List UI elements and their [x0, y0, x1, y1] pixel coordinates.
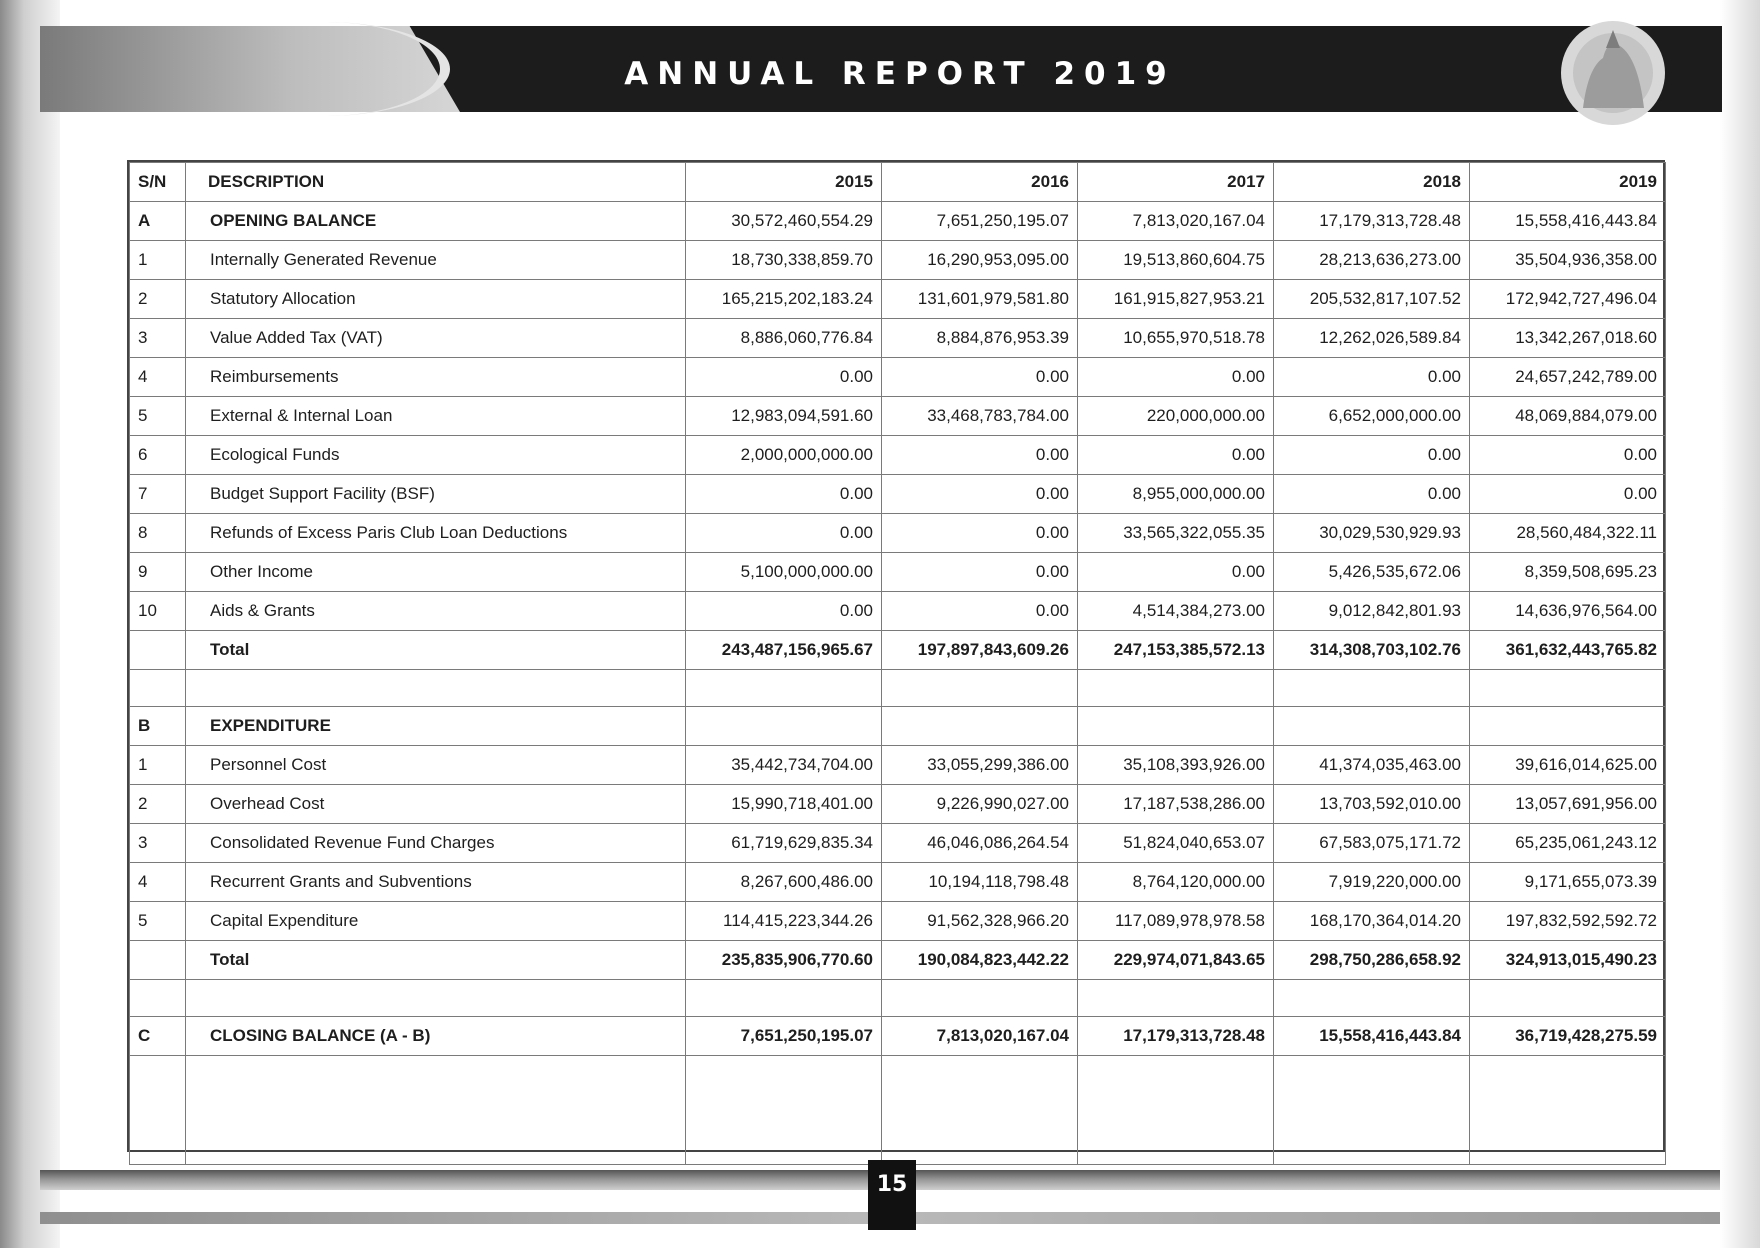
table-cell-description: Overhead Cost — [186, 785, 686, 824]
table-cell-description: Recurrent Grants and Subventions — [186, 863, 686, 902]
table-row — [130, 824, 1666, 863]
table-cell-value: 0.00 — [686, 592, 882, 631]
table-cell-value: 229,974,071,843.65 — [1078, 941, 1274, 980]
table-cell-sn: 5 — [130, 902, 186, 941]
table-cell-value: 0.00 — [882, 592, 1078, 631]
column-header-2018: 2018 — [1274, 163, 1470, 202]
table-row — [130, 514, 1666, 553]
table-row — [130, 358, 1666, 397]
expenditure-header-row — [130, 707, 1666, 746]
table-cell-value: 15,558,416,443.84 — [1274, 1017, 1470, 1056]
revenue-total-row — [130, 631, 1666, 670]
table-cell-value: 39,616,014,625.00 — [1470, 746, 1666, 785]
table-cell-value: 324,913,015,490.23 — [1470, 941, 1666, 980]
table-cell-value: 205,532,817,107.52 — [1274, 280, 1470, 319]
table-cell-sn: 4 — [130, 863, 186, 902]
financial-summary-table — [129, 162, 1666, 1165]
opening-balance-row — [130, 202, 1666, 241]
table-cell-value: 0.00 — [1078, 553, 1274, 592]
table-cell-description: Ecological Funds — [186, 436, 686, 475]
table-cell-description: Internally Generated Revenue — [186, 241, 686, 280]
table-cell-sn: 10 — [130, 592, 186, 631]
table-cell-value: 9,171,655,073.39 — [1470, 863, 1666, 902]
column-header-sn: S/N — [130, 163, 186, 202]
table-cell-value: 0.00 — [882, 553, 1078, 592]
table-row — [130, 592, 1666, 631]
table-cell-description: Total — [186, 941, 686, 980]
table-cell-value: 65,235,061,243.12 — [1470, 824, 1666, 863]
table-cell-value: 5,426,535,672.06 — [1274, 553, 1470, 592]
table-cell-value: 8,955,000,000.00 — [1078, 475, 1274, 514]
table-cell-description: Budget Support Facility (BSF) — [186, 475, 686, 514]
table-row — [130, 863, 1666, 902]
table-cell-value: 131,601,979,581.80 — [882, 280, 1078, 319]
table-cell-value: 197,832,592,592.72 — [1470, 902, 1666, 941]
table-cell-value: 14,636,976,564.00 — [1470, 592, 1666, 631]
table-cell-sn: 7 — [130, 475, 186, 514]
table-cell-sn: C — [130, 1017, 186, 1056]
table-cell-value: 0.00 — [1274, 436, 1470, 475]
table-cell-value: 35,442,734,704.00 — [686, 746, 882, 785]
table-cell-value: 5,100,000,000.00 — [686, 553, 882, 592]
table-cell-value: 247,153,385,572.13 — [1078, 631, 1274, 670]
table-cell-sn: 2 — [130, 785, 186, 824]
table-cell-value: 8,267,600,486.00 — [686, 863, 882, 902]
table-cell-value: 0.00 — [1078, 436, 1274, 475]
table-cell-value: 9,012,842,801.93 — [1274, 592, 1470, 631]
table-cell-value: 13,342,267,018.60 — [1470, 319, 1666, 358]
table-cell-value: 8,884,876,953.39 — [882, 319, 1078, 358]
table-cell-sn: 8 — [130, 514, 186, 553]
table-row — [130, 785, 1666, 824]
table-cell-value: 7,813,020,167.04 — [1078, 202, 1274, 241]
report-title: ANNUAL REPORT 2019 — [624, 56, 1176, 92]
table-cell-value: 13,057,691,956.00 — [1470, 785, 1666, 824]
spacer-row — [130, 670, 1666, 707]
table-cell-value: 33,565,322,055.35 — [1078, 514, 1274, 553]
column-header-description: DESCRIPTION — [186, 163, 686, 202]
table-cell-value: 18,730,338,859.70 — [686, 241, 882, 280]
table-cell-description: Personnel Cost — [186, 746, 686, 785]
table-cell-value: 33,055,299,386.00 — [882, 746, 1078, 785]
table-cell-description: EXPENDITURE — [186, 707, 686, 746]
table-cell-sn: B — [130, 707, 186, 746]
table-cell-value: 220,000,000.00 — [1078, 397, 1274, 436]
table-cell-value: 30,029,530,929.93 — [1274, 514, 1470, 553]
table-cell-sn: 9 — [130, 553, 186, 592]
state-emblem-icon — [1548, 18, 1678, 128]
table-cell-value: 4,514,384,273.00 — [1078, 592, 1274, 631]
table-cell-sn: 2 — [130, 280, 186, 319]
table-cell-value: 114,415,223,344.26 — [686, 902, 882, 941]
table-cell-value: 0.00 — [882, 436, 1078, 475]
table-cell-value: 235,835,906,770.60 — [686, 941, 882, 980]
table-cell-value: 6,652,000,000.00 — [1274, 397, 1470, 436]
table-cell-value: 28,213,636,273.00 — [1274, 241, 1470, 280]
financial-summary-table-frame — [127, 160, 1665, 1152]
table-row — [130, 902, 1666, 941]
table-row — [130, 319, 1666, 358]
table-cell-value: 10,655,970,518.78 — [1078, 319, 1274, 358]
table-cell-sn — [130, 941, 186, 980]
table-cell-value: 7,813,020,167.04 — [882, 1017, 1078, 1056]
table-cell-sn: 3 — [130, 319, 186, 358]
table-cell-value: 51,824,040,653.07 — [1078, 824, 1274, 863]
table-cell-value: 46,046,086,264.54 — [882, 824, 1078, 863]
empty-filler-row — [130, 1056, 1666, 1165]
table-cell-value: 13,703,592,010.00 — [1274, 785, 1470, 824]
table-cell-value: 0.00 — [686, 514, 882, 553]
table-cell-description: Value Added Tax (VAT) — [186, 319, 686, 358]
table-cell-sn: 6 — [130, 436, 186, 475]
table-row — [130, 397, 1666, 436]
table-cell-value: 197,897,843,609.26 — [882, 631, 1078, 670]
table-row — [130, 280, 1666, 319]
table-cell-sn — [130, 631, 186, 670]
table-cell-value: 7,651,250,195.07 — [882, 202, 1078, 241]
column-header-2019: 2019 — [1470, 163, 1666, 202]
table-cell-value: 30,572,460,554.29 — [686, 202, 882, 241]
table-cell-description: External & Internal Loan — [186, 397, 686, 436]
table-cell-value: 35,504,936,358.00 — [1470, 241, 1666, 280]
table-cell-value: 172,942,727,496.04 — [1470, 280, 1666, 319]
table-cell-value: 0.00 — [1470, 475, 1666, 514]
table-cell-value: 8,359,508,695.23 — [1470, 553, 1666, 592]
header-arc-decoration — [200, 22, 450, 116]
table-cell-sn: 4 — [130, 358, 186, 397]
table-cell-value: 17,179,313,728.48 — [1078, 1017, 1274, 1056]
table-cell-value: 0.00 — [882, 475, 1078, 514]
table-row — [130, 746, 1666, 785]
table-cell-value: 7,651,250,195.07 — [686, 1017, 882, 1056]
table-cell-value: 0.00 — [882, 358, 1078, 397]
table-cell-description: Consolidated Revenue Fund Charges — [186, 824, 686, 863]
table-cell-description: OPENING BALANCE — [186, 202, 686, 241]
table-cell-value: 161,915,827,953.21 — [1078, 280, 1274, 319]
table-cell-value: 36,719,428,275.59 — [1470, 1017, 1666, 1056]
table-cell-sn: 1 — [130, 746, 186, 785]
table-cell-value: 8,764,120,000.00 — [1078, 863, 1274, 902]
table-cell-value: 298,750,286,658.92 — [1274, 941, 1470, 980]
table-cell-value: 117,089,978,978.58 — [1078, 902, 1274, 941]
table-cell-value: 15,990,718,401.00 — [686, 785, 882, 824]
column-header-2017: 2017 — [1078, 163, 1274, 202]
table-cell-value: 190,084,823,442.22 — [882, 941, 1078, 980]
table-cell-value: 17,179,313,728.48 — [1274, 202, 1470, 241]
table-cell-value: 19,513,860,604.75 — [1078, 241, 1274, 280]
table-cell-value: 17,187,538,286.00 — [1078, 785, 1274, 824]
table-cell-value: 12,983,094,591.60 — [686, 397, 882, 436]
table-cell-value: 28,560,484,322.11 — [1470, 514, 1666, 553]
table-cell-description: Aids & Grants — [186, 592, 686, 631]
table-cell-description: Refunds of Excess Paris Club Loan Deductions — [186, 514, 686, 553]
table-cell-value: 0.00 — [686, 475, 882, 514]
table-cell-value: 24,657,242,789.00 — [1470, 358, 1666, 397]
table-cell-value: 48,069,884,079.00 — [1470, 397, 1666, 436]
closing-balance-row — [130, 1017, 1666, 1056]
table-cell-description: Reimbursements — [186, 358, 686, 397]
table-cell-value: 168,170,364,014.20 — [1274, 902, 1470, 941]
table-cell-value: 12,262,026,589.84 — [1274, 319, 1470, 358]
table-cell-value: 91,562,328,966.20 — [882, 902, 1078, 941]
table-cell-value: 9,226,990,027.00 — [882, 785, 1078, 824]
table-cell-sn: A — [130, 202, 186, 241]
table-cell-value: 41,374,035,463.00 — [1274, 746, 1470, 785]
table-cell-value: 0.00 — [1274, 475, 1470, 514]
table-cell-value: 0.00 — [1470, 436, 1666, 475]
table-cell-value: 0.00 — [1078, 358, 1274, 397]
table-cell-description: Other Income — [186, 553, 686, 592]
table-cell-value: 33,468,783,784.00 — [882, 397, 1078, 436]
table-cell-value: 16,290,953,095.00 — [882, 241, 1078, 280]
table-cell-value: 243,487,156,965.67 — [686, 631, 882, 670]
table-cell-description: Statutory Allocation — [186, 280, 686, 319]
page-edge-shadow — [1720, 0, 1760, 1248]
table-cell-value: 15,558,416,443.84 — [1470, 202, 1666, 241]
table-cell-sn: 1 — [130, 241, 186, 280]
table-row — [130, 475, 1666, 514]
table-cell-value: 314,308,703,102.76 — [1274, 631, 1470, 670]
table-cell-description: Total — [186, 631, 686, 670]
column-header-2015: 2015 — [686, 163, 882, 202]
table-cell-value: 7,919,220,000.00 — [1274, 863, 1470, 902]
table-cell-sn: 3 — [130, 824, 186, 863]
table-cell-value: 0.00 — [1274, 358, 1470, 397]
table-cell-value: 361,632,443,765.82 — [1470, 631, 1666, 670]
page-number: 15 — [868, 1160, 916, 1230]
table-cell-value: 10,194,118,798.48 — [882, 863, 1078, 902]
table-cell-description: Capital Expenditure — [186, 902, 686, 941]
table-cell-value: 61,719,629,835.34 — [686, 824, 882, 863]
table-cell-value: 2,000,000,000.00 — [686, 436, 882, 475]
table-row — [130, 436, 1666, 475]
table-cell-value: 0.00 — [686, 358, 882, 397]
table-header-row — [130, 163, 1666, 202]
table-row — [130, 241, 1666, 280]
expenditure-total-row — [130, 941, 1666, 980]
table-cell-value: 67,583,075,171.72 — [1274, 824, 1470, 863]
table-cell-description: CLOSING BALANCE (A - B) — [186, 1017, 686, 1056]
table-cell-value: 0.00 — [882, 514, 1078, 553]
table-row — [130, 553, 1666, 592]
column-header-2016: 2016 — [882, 163, 1078, 202]
table-cell-value: 35,108,393,926.00 — [1078, 746, 1274, 785]
spacer-row — [130, 980, 1666, 1017]
table-cell-value: 8,886,060,776.84 — [686, 319, 882, 358]
table-cell-value: 165,215,202,183.24 — [686, 280, 882, 319]
page-gutter-shadow — [0, 0, 60, 1248]
table-cell-sn: 5 — [130, 397, 186, 436]
